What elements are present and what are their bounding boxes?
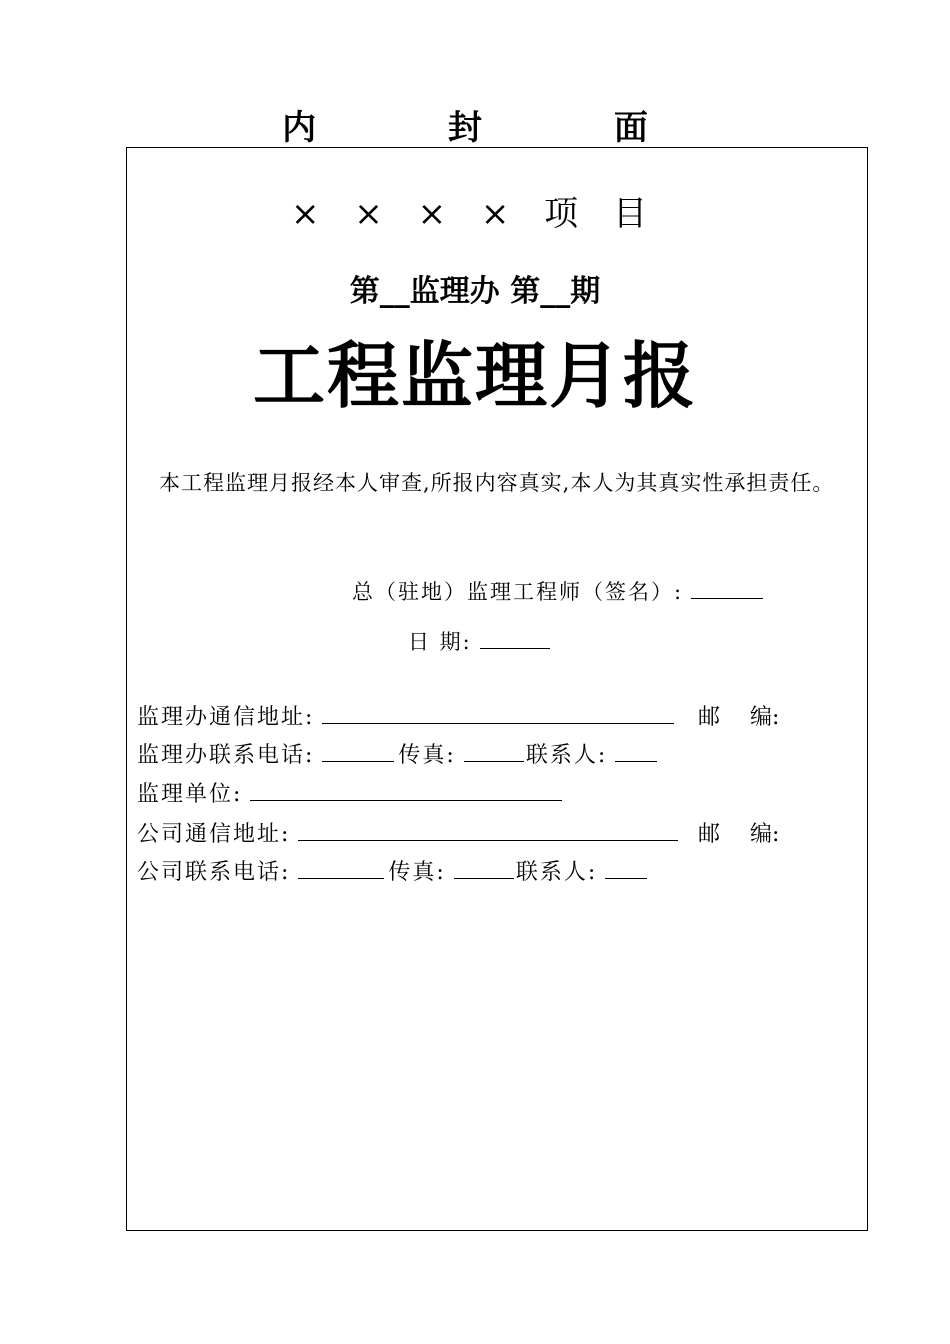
- company-fax-label: 传真:: [388, 860, 446, 885]
- page-title: 内 封 面: [282, 108, 708, 148]
- office-phone-row: [137, 738, 657, 769]
- company-address-field[interactable]: [298, 822, 678, 841]
- signature-label: 总（驻地）监理工程师（签名）:: [352, 580, 684, 604]
- postcode-label-2: 编:: [750, 822, 780, 847]
- office-fax-field[interactable]: [464, 743, 524, 762]
- company-postcode: [698, 817, 779, 848]
- postcode-label-1: 邮: [698, 822, 721, 847]
- company-address-row: [137, 817, 678, 848]
- date-label: 日 期:: [408, 630, 472, 654]
- company-fax-field[interactable]: [454, 860, 514, 879]
- office-fax-label: 传真:: [398, 743, 456, 768]
- office-contact-field[interactable]: [615, 743, 657, 762]
- company-contact-label: 联系人:: [515, 860, 598, 885]
- company-phone-row: [137, 855, 647, 886]
- signature-field[interactable]: [691, 580, 763, 599]
- postcode-label-1: 邮: [698, 705, 721, 730]
- postcode-label-2: 编:: [750, 705, 780, 730]
- company-unit-row: [137, 777, 562, 808]
- office-address-field[interactable]: [322, 705, 674, 724]
- company-address-label: 公司通信地址:: [137, 822, 291, 847]
- office-phone-label: 监理办联系电话:: [137, 743, 315, 768]
- company-contact-field[interactable]: [605, 860, 647, 879]
- office-phone-field[interactable]: [322, 743, 394, 762]
- signature-row: [352, 576, 763, 606]
- report-title: 工程监理月报: [252, 333, 697, 418]
- declaration-text: 本工程监理月报经本人审查,所报内容真实,本人为其真实性承担责任。: [159, 471, 835, 495]
- project-name: × × × × 项 目: [291, 194, 659, 234]
- office-address-label: 监理办通信地址:: [137, 705, 315, 730]
- issue-line: 第__监理办 第__期: [349, 274, 601, 309]
- company-phone-field[interactable]: [298, 860, 384, 879]
- office-contact-label: 联系人:: [525, 743, 608, 768]
- date-field[interactable]: [480, 630, 550, 649]
- office-postcode: [698, 700, 779, 731]
- company-unit-label: 监理单位:: [137, 782, 243, 807]
- company-unit-field[interactable]: [250, 782, 562, 801]
- company-phone-label: 公司联系电话:: [137, 860, 291, 885]
- date-row: [408, 626, 550, 656]
- office-address-row: [137, 700, 674, 731]
